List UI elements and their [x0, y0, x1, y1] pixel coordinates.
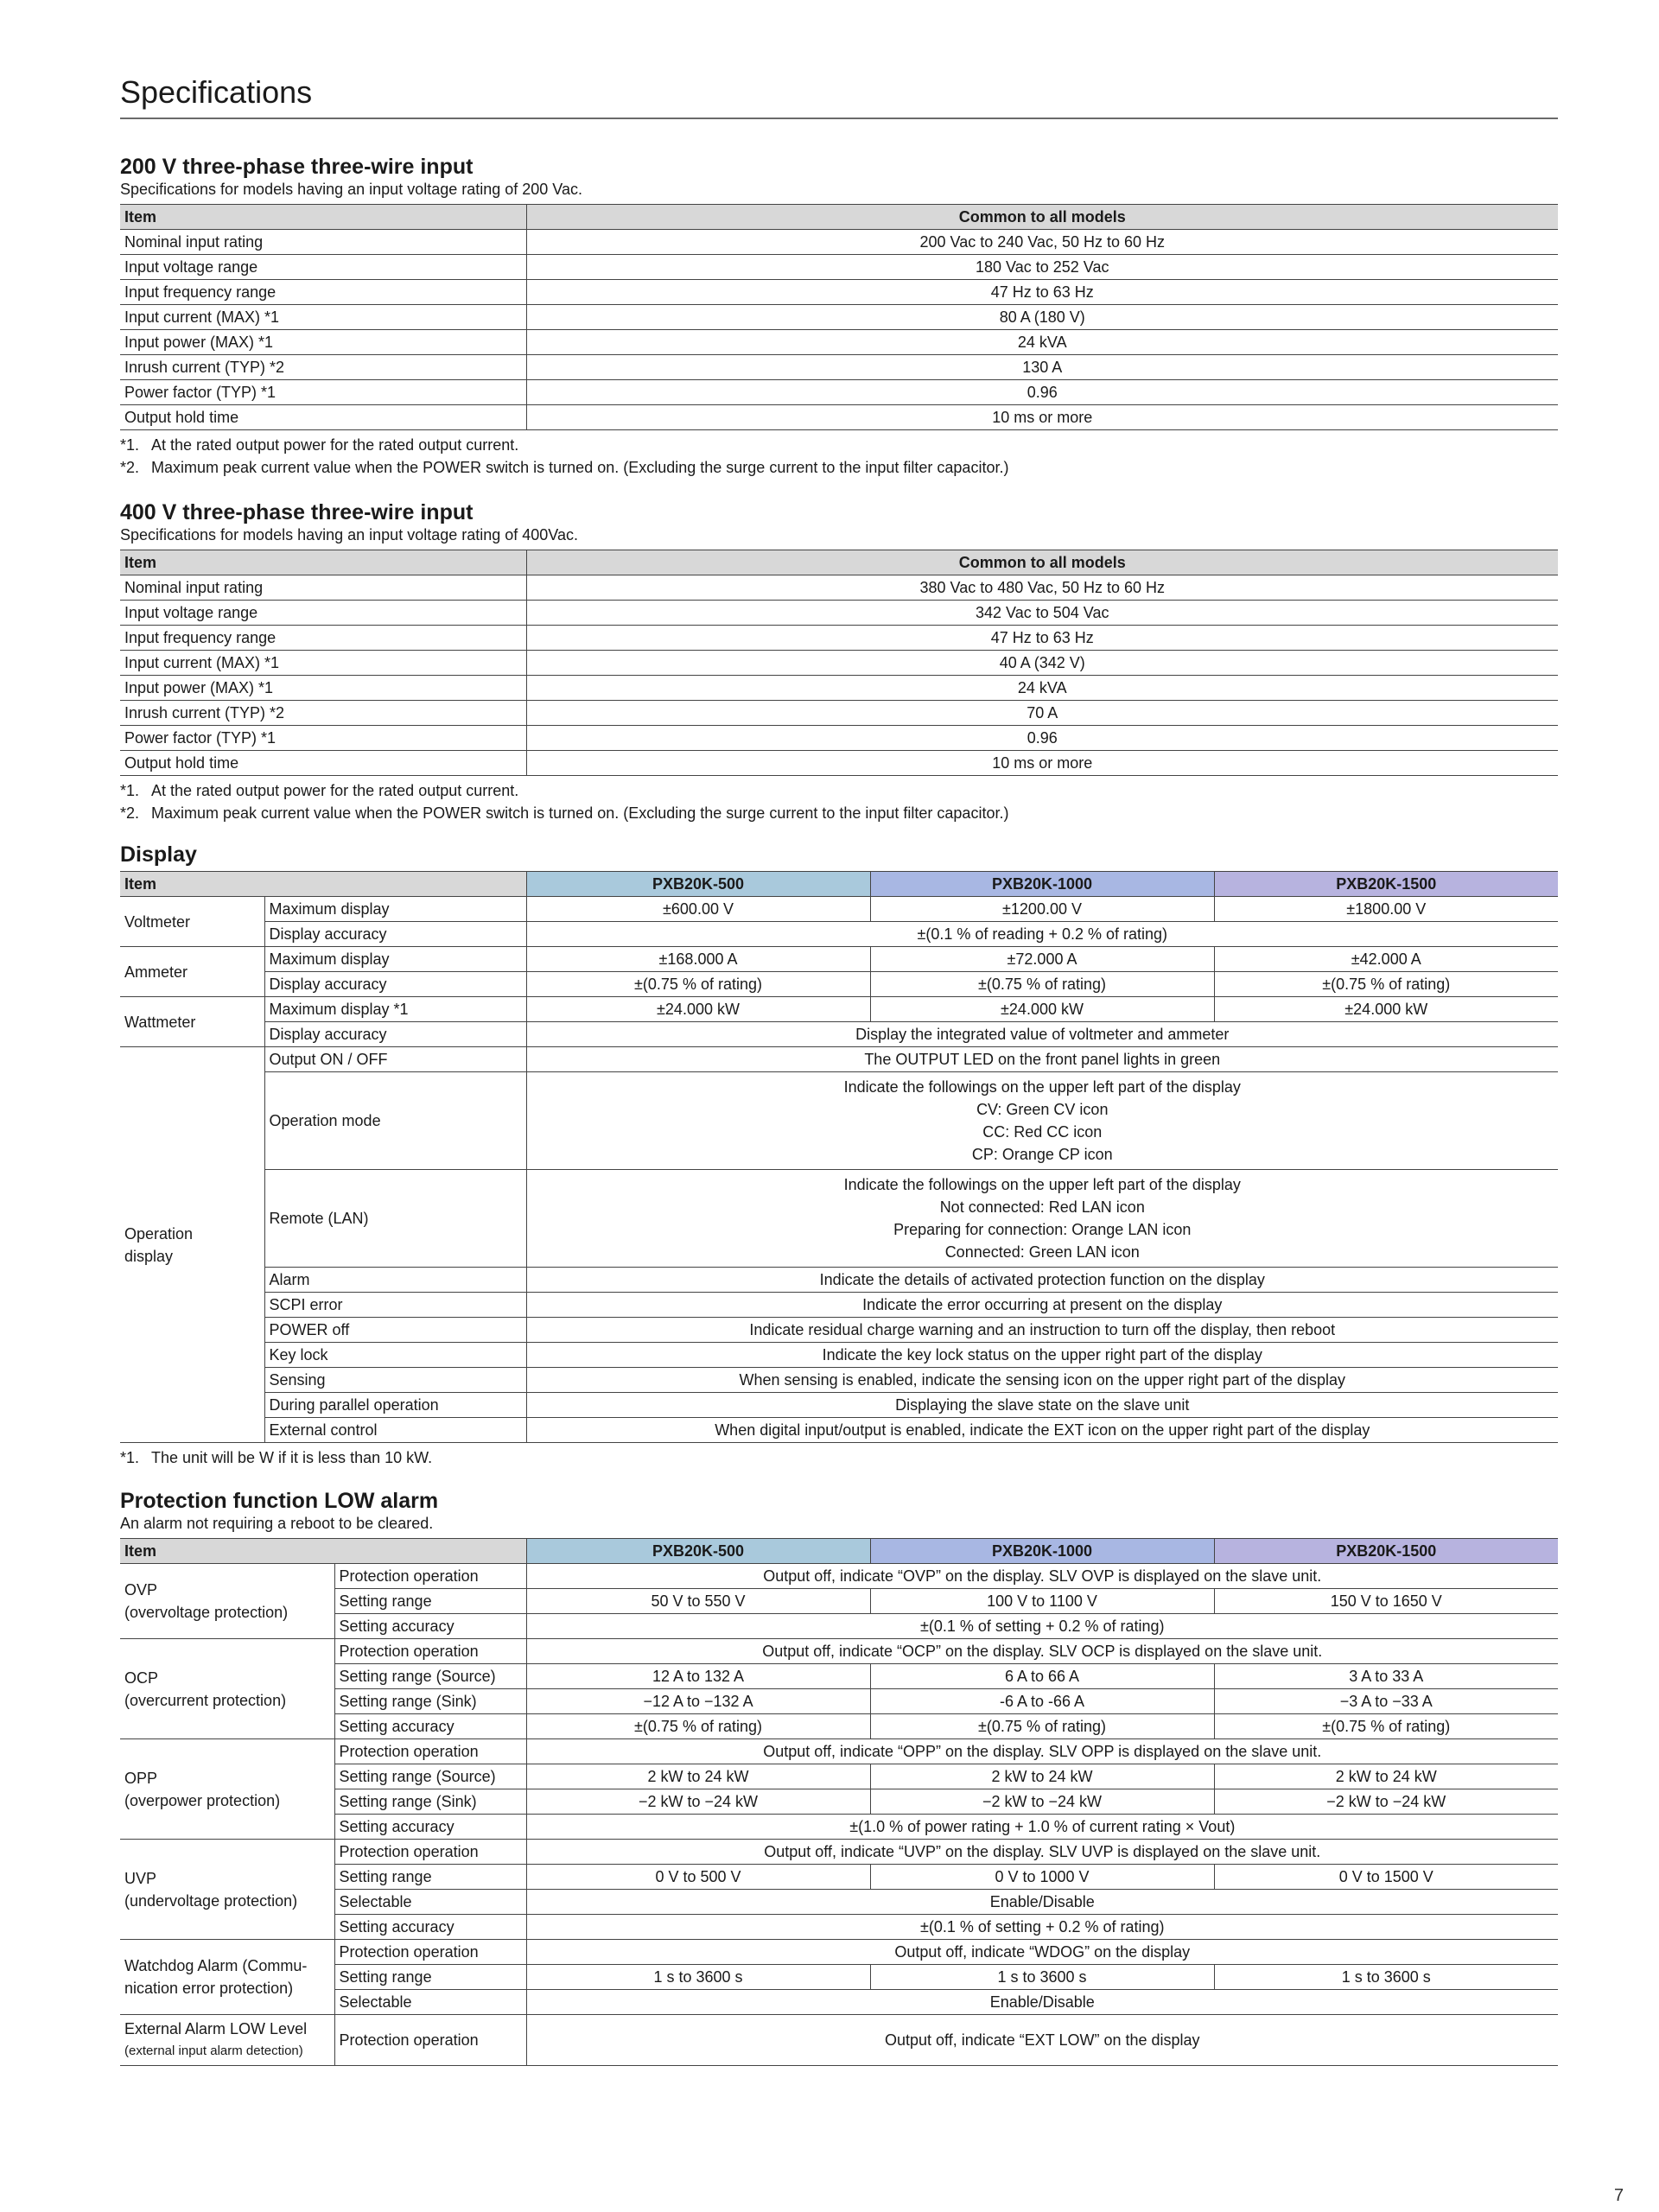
- cell-value: Output off, indicate “OPP” on the display. SLV OPP is displayed on the slave unit.: [526, 1739, 1558, 1764]
- row-label: Maximum display *1: [264, 997, 526, 1022]
- footnote: [120, 456, 1558, 479]
- cell-value: ±(0.75 % of rating): [870, 972, 1214, 997]
- cell-value: 1 s to 3600 s: [1214, 1965, 1558, 1990]
- cell-value: Enable/Disable: [526, 1890, 1558, 1915]
- cell-value: −3 A to −33 A: [1214, 1689, 1558, 1714]
- table-row: [120, 1714, 1558, 1739]
- table-row: [120, 897, 1558, 922]
- cell-value: 2 kW to 24 kW: [1214, 1764, 1558, 1789]
- cell-value: Indicate residual charge warning and an instruction to turn off the display, then reboot: [526, 1318, 1558, 1343]
- header-model-1000: PXB20K-1000: [870, 872, 1214, 897]
- section-title: 400 V three-phase three-wire input: [120, 500, 474, 524]
- table-row: [120, 751, 1558, 776]
- row-value: 80 A (180 V): [526, 305, 1558, 330]
- cell-value: ±(0.75 % of rating): [870, 1714, 1214, 1739]
- row-value: 0.96: [526, 726, 1558, 751]
- table-row: [120, 626, 1558, 651]
- row-label: Setting range: [334, 1965, 526, 1990]
- table-row: [120, 1393, 1558, 1418]
- table-row: [120, 1368, 1558, 1393]
- row-value: 24 kVA: [526, 330, 1558, 355]
- table-row: [120, 1965, 1558, 1990]
- row-label: Setting range (Source): [334, 1764, 526, 1789]
- group-label-line: External Alarm LOW Level: [124, 2020, 308, 2037]
- cell-value: 150 V to 1650 V: [1214, 1589, 1558, 1614]
- footnote: [120, 802, 1558, 824]
- section-subtitle: Specifications for models having an input voltage rating of 200 Vac.: [120, 181, 582, 198]
- table-row: [120, 1268, 1558, 1293]
- group-label-line: UVP: [124, 1869, 157, 1887]
- table-row: [120, 1739, 1558, 1764]
- cell-value: ±600.00 V: [526, 897, 870, 922]
- footnote-text: Maximum peak current value when the POWER switch is turned on. (Excluding the surge current to the input filter capacitor.): [151, 459, 1009, 476]
- section-200v: [120, 154, 1558, 479]
- section-subtitle: Specifications for models having an input voltage rating of 400Vac.: [120, 526, 578, 543]
- header-item: Item: [120, 550, 526, 575]
- group-label-voltmeter: Voltmeter: [120, 897, 264, 947]
- table-row: [120, 1639, 1558, 1664]
- cell-value-multiline: [526, 1072, 1558, 1170]
- row-label: Alarm: [264, 1268, 526, 1293]
- group-label-line: display: [124, 1247, 174, 1265]
- footnote-text: At the rated output power for the rated output current.: [151, 782, 519, 799]
- cell-value: ±(0.75 % of rating): [526, 972, 870, 997]
- footnote-text: At the rated output power for the rated output current.: [151, 436, 519, 454]
- group-label-line: (overcurrent protection): [124, 1691, 287, 1709]
- table-row: [120, 601, 1558, 626]
- row-label: POWER off: [264, 1318, 526, 1343]
- table-header-row: [120, 550, 1558, 575]
- cell-value: 6 A to 66 A: [870, 1664, 1214, 1689]
- footnote-number: *1.: [120, 436, 140, 454]
- table-row: [120, 1940, 1558, 1965]
- row-label: Setting range (Sink): [334, 1789, 526, 1815]
- group-label-line: (overvoltage protection): [124, 1604, 289, 1621]
- row-value: 10 ms or more: [526, 751, 1558, 776]
- footnote: [120, 1446, 1558, 1469]
- group-label-opp: [120, 1739, 334, 1840]
- table-row: [120, 922, 1558, 947]
- section-title: Display: [120, 842, 197, 867]
- header-item: Item: [120, 205, 526, 230]
- row-label: Selectable: [334, 1890, 526, 1915]
- table-row: [120, 1343, 1558, 1368]
- header-model-500: PXB20K-500: [526, 1539, 870, 1564]
- table-row: [120, 1072, 1558, 1170]
- cell-value: 2 kW to 24 kW: [526, 1764, 870, 1789]
- cell-line: Not connected: Red LAN icon: [939, 1198, 1145, 1216]
- row-label: Display accuracy: [264, 922, 526, 947]
- header-item: Item: [120, 872, 526, 897]
- table-header-row: [120, 205, 1558, 230]
- cell-value: Output off, indicate “EXT LOW” on the display: [526, 2015, 1558, 2066]
- table-row: [120, 1689, 1558, 1714]
- header-common: Common to all models: [526, 550, 1558, 575]
- cell-line: Preparing for connection: Orange LAN icon: [893, 1221, 1192, 1238]
- cell-value: 3 A to 33 A: [1214, 1664, 1558, 1689]
- cell-value: 50 V to 550 V: [526, 1589, 870, 1614]
- row-label: Nominal input rating: [120, 230, 526, 255]
- row-label: Input voltage range: [120, 255, 526, 280]
- cell-value: Display the integrated value of voltmeter and ammeter: [526, 1022, 1558, 1047]
- spec-table-200v: [120, 204, 1558, 430]
- row-label: Power factor (TYP) *1: [120, 380, 526, 405]
- group-label-external-alarm: [120, 2015, 334, 2066]
- cell-value: Enable/Disable: [526, 1990, 1558, 2015]
- table-row: [120, 1614, 1558, 1639]
- cell-value: Displaying the slave state on the slave unit: [526, 1393, 1558, 1418]
- footnote-number: *2.: [120, 804, 140, 822]
- group-label-ovp: [120, 1564, 334, 1639]
- row-value: 24 kVA: [526, 676, 1558, 701]
- row-label: Setting range (Sink): [334, 1689, 526, 1714]
- cell-line: Indicate the followings on the upper left part of the display: [843, 1078, 1241, 1096]
- table-row: [120, 255, 1558, 280]
- table-row: [120, 701, 1558, 726]
- row-label: Input voltage range: [120, 601, 526, 626]
- row-label: Inrush current (TYP) *2: [120, 701, 526, 726]
- group-label-line: OVP: [124, 1581, 158, 1599]
- cell-value: 2 kW to 24 kW: [870, 1764, 1214, 1789]
- table-row: [120, 575, 1558, 601]
- row-label: Protection operation: [334, 1840, 526, 1865]
- row-label: Setting range (Source): [334, 1664, 526, 1689]
- footnote-text: The unit will be W if it is less than 10 kW.: [151, 1449, 433, 1466]
- cell-line: Connected: Green LAN icon: [944, 1243, 1140, 1261]
- table-row: [120, 1815, 1558, 1840]
- row-label: Setting range: [334, 1589, 526, 1614]
- group-label-line: nication error protection): [124, 1980, 294, 1997]
- row-value: 40 A (342 V): [526, 651, 1558, 676]
- footnote: [120, 434, 1558, 456]
- cell-value: 12 A to 132 A: [526, 1664, 870, 1689]
- row-value: 47 Hz to 63 Hz: [526, 280, 1558, 305]
- cell-value: 0 V to 1500 V: [1214, 1865, 1558, 1890]
- row-value: 342 Vac to 504 Vac: [526, 601, 1558, 626]
- section-400v: [120, 499, 1558, 824]
- table-row: [120, 1418, 1558, 1443]
- table-row: [120, 1664, 1558, 1689]
- row-label: Maximum display: [264, 897, 526, 922]
- cell-value: ±42.000 A: [1214, 947, 1558, 972]
- group-label-wattmeter: Wattmeter: [120, 997, 264, 1047]
- cell-line: CP: Orange CP icon: [971, 1146, 1113, 1163]
- row-label: Sensing: [264, 1368, 526, 1393]
- cell-value: ±24.000 kW: [1214, 997, 1558, 1022]
- table-row: [120, 405, 1558, 430]
- row-label: Setting accuracy: [334, 1614, 526, 1639]
- table-row: [120, 1047, 1558, 1072]
- group-label-line: OPP: [124, 1769, 158, 1787]
- cell-value: ±(0.75 % of rating): [526, 1714, 870, 1739]
- cell-value: ±(1.0 % of power rating + 1.0 % of current rating × Vout): [526, 1815, 1558, 1840]
- group-label-operation-display: [120, 1047, 264, 1443]
- table-row: [120, 330, 1558, 355]
- cell-value: ±(0.1 % of setting + 0.2 % of rating): [526, 1915, 1558, 1940]
- cell-value: ±(0.1 % of setting + 0.2 % of rating): [526, 1614, 1558, 1639]
- page-number: 7: [1614, 2186, 1624, 2205]
- cell-value: 1 s to 3600 s: [526, 1965, 870, 1990]
- header-item: Item: [120, 1539, 526, 1564]
- footnote-number: *1.: [120, 1449, 140, 1466]
- row-label: Protection operation: [334, 1739, 526, 1764]
- row-label: Key lock: [264, 1343, 526, 1368]
- table-row: [120, 1865, 1558, 1890]
- footnote-number: *1.: [120, 782, 140, 799]
- row-value: 47 Hz to 63 Hz: [526, 626, 1558, 651]
- row-label: Power factor (TYP) *1: [120, 726, 526, 751]
- table-header-row: [120, 1539, 1558, 1564]
- table-row: [120, 2015, 1558, 2066]
- cell-value: Indicate the error occurring at present on the display: [526, 1293, 1558, 1318]
- group-label-line: (overpower protection): [124, 1791, 281, 1809]
- group-label-ammeter: Ammeter: [120, 947, 264, 997]
- header-model-1500: PXB20K-1500: [1214, 872, 1558, 897]
- table-row: [120, 1890, 1558, 1915]
- display-table: [120, 871, 1558, 1443]
- row-value: 0.96: [526, 380, 1558, 405]
- header-model-500: PXB20K-500: [526, 872, 870, 897]
- group-label-line: Watchdog Alarm (Commu-: [124, 1957, 308, 1974]
- table-row: [120, 1293, 1558, 1318]
- row-label: Input power (MAX) *1: [120, 330, 526, 355]
- row-value: 200 Vac to 240 Vac, 50 Hz to 60 Hz: [526, 230, 1558, 255]
- table-row: [120, 947, 1558, 972]
- row-label: Display accuracy: [264, 1022, 526, 1047]
- cell-value: When sensing is enabled, indicate the sensing icon on the upper right part of the display: [526, 1368, 1558, 1393]
- row-label: Output ON / OFF: [264, 1047, 526, 1072]
- cell-value: −12 A to −132 A: [526, 1689, 870, 1714]
- row-value: 180 Vac to 252 Vac: [526, 255, 1558, 280]
- section-display: [120, 842, 1558, 1469]
- row-label: Protection operation: [334, 1639, 526, 1664]
- row-label: Protection operation: [334, 1564, 526, 1589]
- table-row: [120, 651, 1558, 676]
- row-label: Setting accuracy: [334, 1815, 526, 1840]
- group-label-line: (external input alarm detection): [124, 2044, 303, 2058]
- row-label: Output hold time: [120, 751, 526, 776]
- table-row: [120, 1022, 1558, 1047]
- cell-value: ±(0.1 % of reading + 0.2 % of rating): [526, 922, 1558, 947]
- table-row: [120, 380, 1558, 405]
- cell-line: Indicate the followings on the upper left part of the display: [843, 1176, 1241, 1193]
- row-label: During parallel operation: [264, 1393, 526, 1418]
- protection-table: [120, 1538, 1558, 2066]
- table-row: [120, 997, 1558, 1022]
- row-label: Maximum display: [264, 947, 526, 972]
- cell-line: CC: Red CC icon: [982, 1123, 1103, 1141]
- table-row: [120, 676, 1558, 701]
- footnote: [120, 779, 1558, 802]
- cell-value: Output off, indicate “WDOG” on the display: [526, 1940, 1558, 1965]
- row-value: 380 Vac to 480 Vac, 50 Hz to 60 Hz: [526, 575, 1558, 601]
- group-label-uvp: [120, 1840, 334, 1940]
- footnote-number: *2.: [120, 459, 140, 476]
- cell-value: Output off, indicate “OCP” on the display. SLV OCP is displayed on the slave unit.: [526, 1639, 1558, 1664]
- table-row: [120, 1318, 1558, 1343]
- row-label: Protection operation: [334, 2015, 526, 2066]
- cell-value: Output off, indicate “OVP” on the display. SLV OVP is displayed on the slave unit.: [526, 1564, 1558, 1589]
- cell-value: Indicate the key lock status on the upper right part of the display: [526, 1343, 1558, 1368]
- row-label: Input frequency range: [120, 626, 526, 651]
- specifications-page: [120, 74, 1558, 2066]
- header-model-1500: PXB20K-1500: [1214, 1539, 1558, 1564]
- footnote-text: Maximum peak current value when the POWER switch is turned on. (Excluding the surge current to the input filter capacitor.): [151, 804, 1009, 822]
- section-title: 200 V three-phase three-wire input: [120, 155, 474, 179]
- cell-value: 100 V to 1100 V: [870, 1589, 1214, 1614]
- row-label: Input current (MAX) *1: [120, 651, 526, 676]
- table-row: [120, 230, 1558, 255]
- cell-value-multiline: [526, 1170, 1558, 1268]
- table-row: [120, 972, 1558, 997]
- group-label-line: (undervoltage protection): [124, 1891, 298, 1910]
- row-label: Nominal input rating: [120, 575, 526, 601]
- table-row: [120, 1990, 1558, 2015]
- table-row: [120, 305, 1558, 330]
- cell-value: 0 V to 500 V: [526, 1865, 870, 1890]
- cell-value: 0 V to 1000 V: [870, 1865, 1214, 1890]
- group-label-line: Operation: [124, 1224, 194, 1243]
- row-label: Inrush current (TYP) *2: [120, 355, 526, 380]
- cell-value: Indicate the details of activated protection function on the display: [526, 1268, 1558, 1293]
- row-value: 130 A: [526, 355, 1558, 380]
- row-label: Input current (MAX) *1: [120, 305, 526, 330]
- row-label: Remote (LAN): [264, 1170, 526, 1268]
- table-row: [120, 726, 1558, 751]
- cell-value: −2 kW to −24 kW: [1214, 1789, 1558, 1815]
- header-model-1000: PXB20K-1000: [870, 1539, 1214, 1564]
- cell-value: ±(0.75 % of rating): [1214, 1714, 1558, 1739]
- table-row: [120, 1915, 1558, 1940]
- row-label: Input frequency range: [120, 280, 526, 305]
- cell-value: −2 kW to −24 kW: [526, 1789, 870, 1815]
- row-label: External control: [264, 1418, 526, 1443]
- cell-line: CV: Green CV icon: [976, 1101, 1109, 1118]
- table-row: [120, 1170, 1558, 1268]
- group-label-watchdog: [120, 1940, 334, 2015]
- header-common: Common to all models: [526, 205, 1558, 230]
- group-label-ocp: [120, 1639, 334, 1739]
- row-label: Setting range: [334, 1865, 526, 1890]
- row-label: Operation mode: [264, 1072, 526, 1170]
- cell-value: ±24.000 kW: [526, 997, 870, 1022]
- page-title: Specifications: [120, 74, 1558, 119]
- cell-value: −2 kW to −24 kW: [870, 1789, 1214, 1815]
- cell-value: -6 A to -66 A: [870, 1689, 1214, 1714]
- table-row: [120, 1789, 1558, 1815]
- section-protection: [120, 1488, 1558, 2066]
- table-row: [120, 1764, 1558, 1789]
- row-label: Protection operation: [334, 1940, 526, 1965]
- table-row: [120, 355, 1558, 380]
- table-header-row: [120, 872, 1558, 897]
- row-label: SCPI error: [264, 1293, 526, 1318]
- cell-value: ±(0.75 % of rating): [1214, 972, 1558, 997]
- cell-value: ±72.000 A: [870, 947, 1214, 972]
- row-label: Selectable: [334, 1990, 526, 2015]
- cell-value: ±1200.00 V: [870, 897, 1214, 922]
- cell-value: ±24.000 kW: [870, 997, 1214, 1022]
- spec-table-400v: [120, 550, 1558, 776]
- row-label: Setting accuracy: [334, 1915, 526, 1940]
- row-label: Setting accuracy: [334, 1714, 526, 1739]
- row-label: Input power (MAX) *1: [120, 676, 526, 701]
- table-row: [120, 280, 1558, 305]
- cell-value: ±1800.00 V: [1214, 897, 1558, 922]
- cell-value: The OUTPUT LED on the front panel lights in green: [526, 1047, 1558, 1072]
- table-row: [120, 1564, 1558, 1589]
- section-title: Protection function LOW alarm: [120, 1489, 439, 1513]
- cell-value: When digital input/output is enabled, indicate the EXT icon on the upper right part of the display: [526, 1418, 1558, 1443]
- row-value: 10 ms or more: [526, 405, 1558, 430]
- row-label: Display accuracy: [264, 972, 526, 997]
- group-label-line: OCP: [124, 1669, 159, 1687]
- table-row: [120, 1840, 1558, 1865]
- cell-value: ±168.000 A: [526, 947, 870, 972]
- table-row: [120, 1589, 1558, 1614]
- cell-value: 1 s to 3600 s: [870, 1965, 1214, 1990]
- row-label: Output hold time: [120, 405, 526, 430]
- cell-value: Output off, indicate “UVP” on the display. SLV UVP is displayed on the slave unit.: [526, 1840, 1558, 1865]
- section-subtitle: An alarm not requiring a reboot to be cleared.: [120, 1515, 434, 1532]
- row-value: 70 A: [526, 701, 1558, 726]
